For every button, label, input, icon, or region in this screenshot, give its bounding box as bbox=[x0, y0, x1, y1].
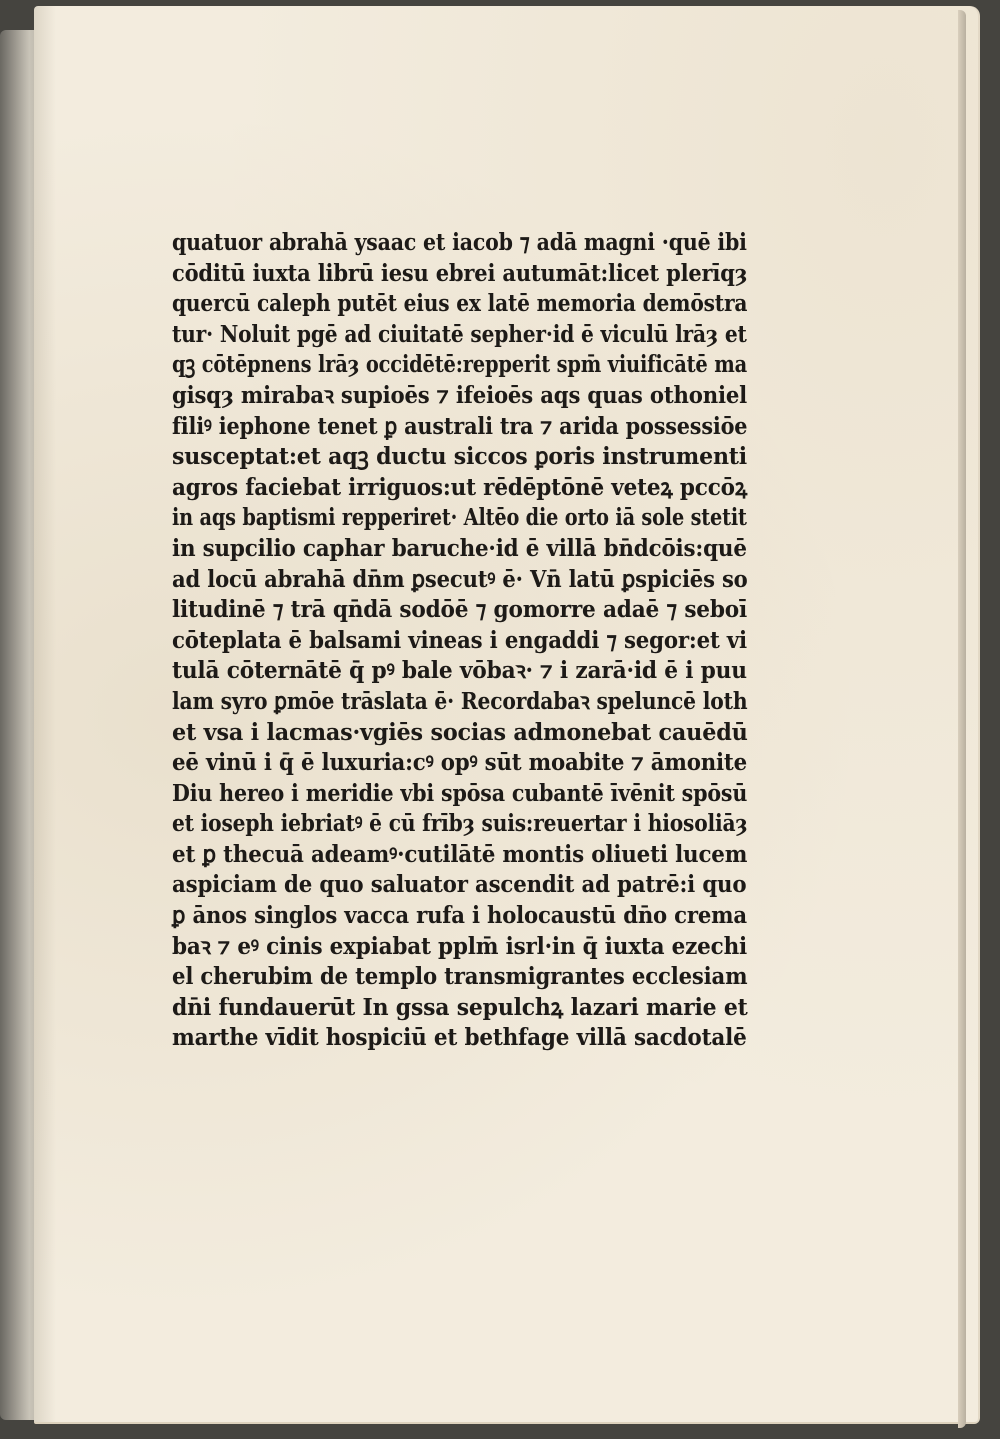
text-line: tulā cōternātē q̄ pꝰ bale vōbaꝛ· ⁊ i zarā·id ē i puu bbox=[172, 657, 747, 685]
text-line: marthe vīdit hospiciū et bethfage villā sacdotalē bbox=[172, 1024, 747, 1052]
text-line: quatuor abrahā ysaac et iacob ⁊ adā magni ·quē ibi bbox=[172, 229, 747, 256]
text-line: filiꝰ iephone tenet ꝑ australi tra ⁊ arida possessiōe bbox=[172, 412, 748, 440]
text-line: agros faciebat irriguos:ut rēdēptōnē veteꝝ pccōꝝ bbox=[172, 473, 748, 501]
text-line: baꝛ ⁊ eꝰ cinis expiabat pplm̄ isrl·in q̄ iuxta ezechi bbox=[172, 932, 748, 960]
text-line: Diu hereo i meridie vbi spōsa cubantē īvēnit spōsū bbox=[172, 779, 748, 807]
text-line: susceptat:et aqꝫ ductu siccos ꝑoris instrumenti bbox=[172, 443, 748, 471]
text-block bbox=[172, 228, 752, 1054]
text-line: et ꝑ thecuā adeamꝰ·cutilātē montis oliueti lucem bbox=[172, 840, 748, 868]
page-edge bbox=[958, 10, 966, 1428]
text-line: dn̄i fundauerūt In gssa sepulchꝝ lazari marie et bbox=[172, 993, 748, 1021]
text-line: et vsa i lacmas·vgiēs socias admonebat cauēdū bbox=[172, 718, 748, 746]
text-line: ad locū abrahā dn̄m ꝑsecutꝰ ē· Vn̄ latū ꝑspiciēs so bbox=[172, 565, 748, 593]
text-line: eē vinū i q̄ ē luxuria:cꝰ opꝰ sūt moabite ⁊ āmonite bbox=[172, 749, 747, 777]
text-line: quercū caleph putēt eius ex latē memoria demōstra bbox=[172, 290, 748, 318]
text-line: litudinē ⁊ trā qn̄dā sodōē ⁊ gomorre adaē ⁊ seboī bbox=[172, 596, 748, 624]
text-line: aspiciam de quo saluator ascendit ad patrē:i quo bbox=[172, 871, 747, 899]
text-line: cōteplata ē balsami vineas i engaddi ⁊ segor:et vi bbox=[172, 626, 747, 654]
text-line: gisqȝ mirabaꝛ supioēs ⁊ ifeioēs aqs quas othoniel bbox=[172, 381, 748, 409]
text-line: el cherubim de templo transmigrantes ecclesiam bbox=[172, 963, 748, 991]
text-line: qꝫ cōtēpnens lrāȝ occidētē:repperit spm̄ viuificātē ma bbox=[172, 351, 747, 379]
text-line: in aqs baptismi repperiret· Altēo die orto iā sole stetit bbox=[172, 504, 747, 532]
text-line: et ioseph iebriatꝰ ē cū frībȝ suis:reuertar i hiosoliāȝ bbox=[172, 810, 748, 838]
text-line: ꝑ ānos singlos vacca rufa i holocaustū dn̄o crema bbox=[172, 902, 747, 930]
text-line: lam syro ꝑmōe trāslata ē· Recordabaꝛ speluncē loth bbox=[172, 687, 748, 715]
text-line: in supcilio caphar baruche·id ē villā bn̄dcōis:quē bbox=[172, 534, 747, 562]
text-line: cōditū iuxta librū iesu ebrei autumāt:licet plerīqȝ bbox=[172, 259, 748, 287]
text-line: tur· Noluit pgē ad ciuitatē sepher·id ē viculū lrāȝ et bbox=[172, 320, 747, 348]
